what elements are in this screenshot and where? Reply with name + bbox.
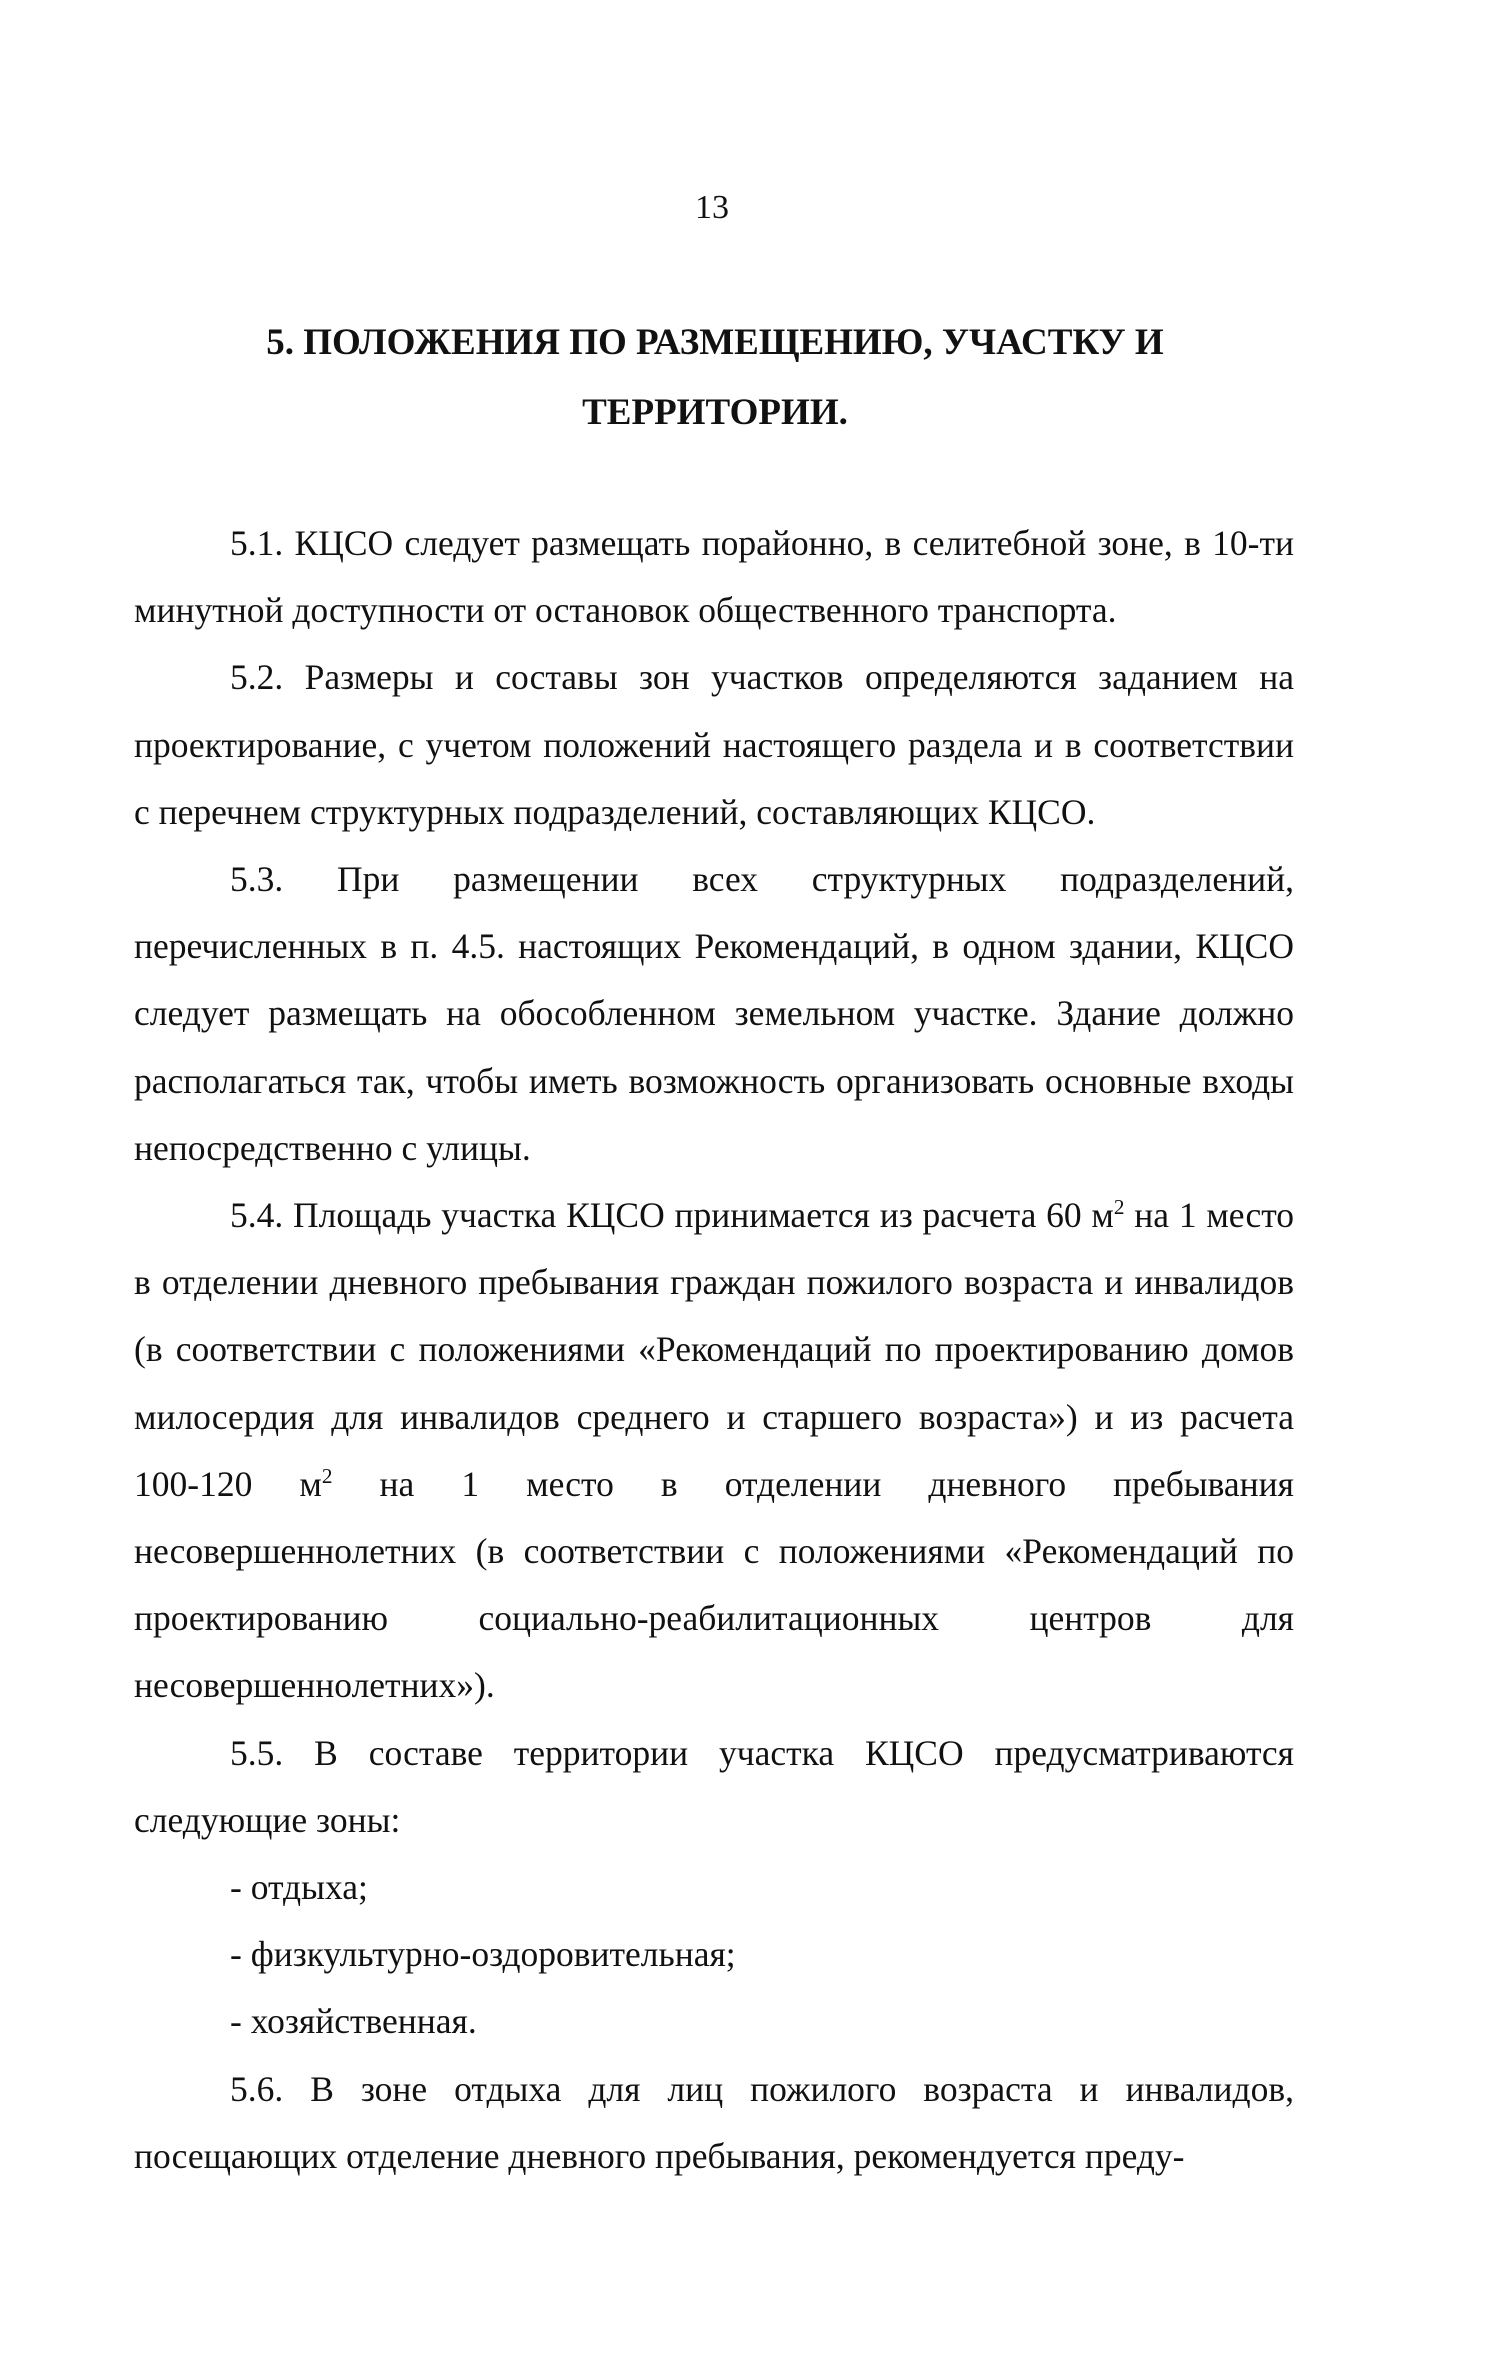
zone-list-item: - физкультурно-оздоровительная; <box>230 1934 736 1975</box>
paragraph-5-5: 5.5. В составе территории участка КЦСО предусматриваются следующие зоны: <box>134 1732 1294 1840</box>
section-heading <box>120 308 1310 448</box>
paragraph-5-4-part-3: на 1 место в отделении дневного пребывания несовершеннолетних (в соответствии с положениями «Рекомендаций по проектированию социально-реабилитационных центров для несовершеннолетних»). <box>134 1463 1294 1706</box>
paragraph-5-4-part-1: 5.4. Площадь участка КЦСО принимается из расчета 60 м <box>230 1195 1114 1236</box>
paragraph-5-1: 5.1. КЦСО следует размещать порайонно, в селитебной зоне, в 10-ти минутной доступности от остановок общественного транспорта. <box>134 523 1294 631</box>
paragraph-5-6: 5.6. В зоне отдыха для лиц пожилого возраста и инвалидов, посещающих отделение дневного пребывания, рекомендуется преду- <box>134 2068 1294 2176</box>
paragraph-5-2: 5.2. Размеры и составы зон участков определяются заданием на проектирование, с учетом положений настоящего раздела и в соответствии с перечнем структурных подразделений, составляющих КЦСО. <box>134 657 1294 832</box>
paragraph-5-3: 5.3. При размещении всех структурных подразделений, перечисленных в п. 4.5. настоящих Рекомендаций, в одном здании, КЦСО следует размещать на обособленном земельном участке. Здание должно располагаться так, чтобы иметь возможность организовать основные входы непосредственно с улицы. <box>134 859 1294 1168</box>
section-heading-line-1: 5. ПОЛОЖЕНИЯ ПО РАЗМЕЩЕНИЮ, УЧАСТКУ И <box>266 322 1164 363</box>
zone-list-item: - хозяйственная. <box>230 2001 477 2042</box>
zone-list-item: - отдыха; <box>230 1867 368 1908</box>
section-body <box>134 510 1294 2190</box>
paragraph-5-4 <box>134 1182 1294 1720</box>
paragraph-5-4-part-2: на 1 место в отделении дневного пребывания граждан пожилого возраста и инвалидов (в соответствии с положениями «Рекомендаций по проектированию домов милосердия для инвалидов среднего и старшего возраста») и из расчета 100-120 м <box>134 1195 1294 1504</box>
superscript-square-1: 2 <box>1113 1195 1125 1220</box>
section-heading-line-2: ТЕРРИТОРИИ. <box>582 392 848 433</box>
superscript-square-2: 2 <box>321 1464 333 1489</box>
page-number: 13 <box>695 189 729 226</box>
